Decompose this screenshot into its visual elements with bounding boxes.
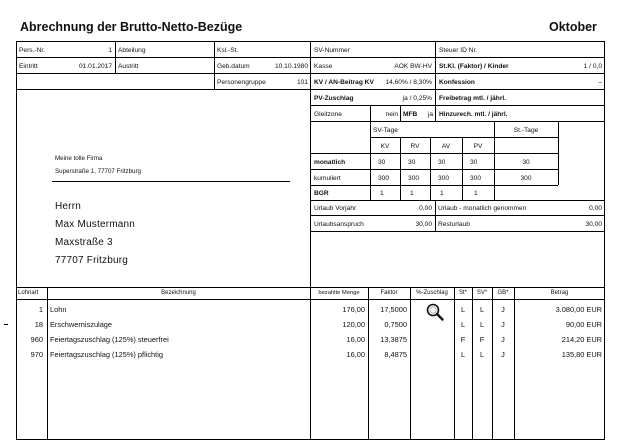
table-row-betrag: 3.080,00 EUR — [555, 305, 602, 314]
table-row-sv: L — [479, 350, 485, 359]
mfb-value: ja — [427, 111, 433, 118]
col-lohnart: Lohnart — [18, 290, 39, 296]
monatlich-pv: 30 — [470, 159, 478, 166]
konfession-value: – — [598, 79, 602, 86]
kst-label: Ksl.-St. — [217, 47, 239, 54]
col-menge: bezahlte Menge — [318, 290, 360, 296]
stkl-value: 1 / 0,0 — [583, 63, 602, 70]
table-row-bezeichnung: Erschwerniszulage — [50, 320, 113, 329]
sender-name: Meine tolle Firma — [55, 155, 103, 162]
col-betrag: Betrag — [550, 290, 569, 296]
urlaub-genommen-value: 0,00 — [589, 205, 602, 212]
urlaub-genommen-label: Urlaub - monatlich genommen — [438, 205, 527, 212]
eintritt-label: Eintritt — [19, 63, 38, 70]
bgr-label: BGR — [314, 190, 329, 197]
table-row-st: L — [460, 320, 466, 329]
table-row-menge: 16,00 — [346, 350, 365, 359]
sv-col-av: AV — [441, 143, 451, 150]
gleitzone-value: nein — [385, 111, 398, 118]
kv-value: 14,60% / 8,30% — [385, 79, 432, 86]
document-title: Abrechnung der Brutto-Netto-Bezüge — [20, 20, 243, 34]
table-row-st: F — [460, 335, 466, 344]
personengruppe-value: 101 — [296, 79, 308, 86]
table-row-bezeichnung: Feiertagszuschlag (125%) steuerfrei — [50, 335, 169, 344]
col-bezeichnung: Bezeichnung — [161, 290, 196, 296]
bgr-kv: 1 — [380, 190, 384, 197]
table-row-bezeichnung: Feiertagszuschlag (125%) pflichtig — [50, 350, 163, 359]
table-row-gb: J — [501, 335, 505, 344]
bgr-rv: 1 — [410, 190, 414, 197]
kumuliert-pv: 300 — [470, 175, 482, 182]
kasse-label: Kasse — [314, 63, 333, 70]
table-row-st: L — [460, 305, 466, 314]
personengruppe-label: Personengruppe — [217, 79, 266, 86]
sv-col-kv: KV — [380, 143, 390, 150]
geb-value: 10.10.1980 — [274, 63, 308, 70]
table-row-lohnart: 970 — [30, 350, 43, 359]
table-row-faktor: 8,4875 — [384, 350, 407, 359]
recipient-city: 77707 Fritzburg — [55, 255, 129, 266]
table-row-sv: L — [479, 320, 485, 329]
monatlich-label: monatlich — [314, 159, 346, 166]
recipient-salutation: Herrn — [55, 201, 82, 212]
table-row-lohnart: 18 — [34, 320, 43, 329]
col-gb: GB* — [497, 290, 509, 296]
kv-label: KV / AN-Beitrag KV — [314, 79, 374, 86]
sv-col-pv: PV — [473, 143, 483, 150]
table-row-menge: 120,00 — [342, 320, 365, 329]
kumuliert-kv: 300 — [378, 175, 390, 182]
table-row-gb: J — [501, 350, 505, 359]
table-row-menge: 16,00 — [346, 335, 365, 344]
table-row-lohnart: 960 — [30, 335, 43, 344]
table-row-betrag: 135,80 EUR — [561, 350, 602, 359]
resturlaub-value: 30,00 — [585, 221, 602, 228]
table-row-faktor: 17,5000 — [380, 305, 407, 314]
sv-nummer-label: SV-Nummer — [314, 47, 350, 54]
austritt-label: Austritt — [118, 63, 139, 70]
table-row-sv: L — [479, 305, 485, 314]
konfession-label: Konfession — [439, 79, 475, 86]
hinzurech-label: Hinzurech. mtl. / jährl. — [439, 111, 508, 118]
col-zuschlag: %-Zuschlag — [416, 290, 448, 296]
mfb-label: MFB — [403, 111, 418, 118]
kumuliert-rv: 300 — [408, 175, 420, 182]
recipient-name: Max Mustermann — [55, 219, 136, 230]
kumuliert-av: 300 — [438, 175, 450, 182]
kumuliert-st: 300 — [520, 175, 532, 182]
table-row-gb: J — [501, 305, 505, 314]
table-row-sv: F — [479, 335, 485, 344]
kumuliert-label: kumuliert — [314, 175, 341, 182]
col-sv: SV* — [476, 290, 488, 296]
table-row-gb: J — [501, 320, 505, 329]
bgr-av: 1 — [440, 190, 444, 197]
monatlich-st: 30 — [522, 159, 530, 166]
urlaub-vorjahr-label: Urlaub Vorjahr — [314, 205, 357, 212]
margin-mark — [4, 324, 8, 325]
table-row-betrag: 90,00 EUR — [565, 320, 602, 329]
kasse-value: AOK BW-HV — [394, 63, 432, 70]
gleitzone-label: Gleitzone — [314, 111, 342, 118]
st-tage-label: St.-Tage — [513, 127, 539, 134]
table-row-menge: 176,00 — [342, 305, 365, 314]
pers-nr-value: 1 — [108, 47, 112, 54]
monatlich-kv: 30 — [378, 159, 386, 166]
table-row-lohnart: 1 — [38, 305, 43, 314]
sender-street: Superstraße 1, 77707 Fritzburg — [55, 168, 141, 175]
magnifier-icon[interactable] — [425, 302, 445, 322]
recipient-street: Maxstraße 3 — [55, 237, 113, 248]
monatlich-av: 30 — [438, 159, 446, 166]
sv-tage-label: SV-Tage — [373, 127, 398, 134]
urlaubsanspruch-label: Urlaubsanspruch — [314, 221, 364, 228]
sv-col-rv: RV — [410, 143, 420, 150]
table-row-betrag: 214,20 EUR — [561, 335, 602, 344]
freibetrag-label: Freibetrag mtl. / jährl. — [439, 95, 507, 102]
col-st: St* — [458, 290, 467, 296]
eintritt-value: 01.01.2017 — [78, 63, 112, 70]
table-row-faktor: 0,7500 — [384, 320, 407, 329]
table-row-bezeichnung: Lohn — [50, 305, 67, 314]
pv-value: ja / 0,25% — [402, 95, 432, 102]
urlaubsanspruch-value: 30,00 — [415, 221, 432, 228]
steuer-id-label: Steuer ID Nr. — [439, 47, 478, 54]
table-row-st: L — [460, 350, 466, 359]
monatlich-rv: 30 — [408, 159, 416, 166]
urlaub-vorjahr-value: 0,00 — [419, 205, 432, 212]
bgr-pv: 1 — [474, 190, 478, 197]
resturlaub-label: Resturlaub — [438, 221, 470, 228]
table-row-faktor: 13,3875 — [380, 335, 407, 344]
pers-nr-label: Pers.-Nr. — [19, 47, 46, 54]
abteilung-label: Abteilung — [118, 47, 146, 54]
geb-label: Geb.datum — [217, 63, 250, 70]
pv-label: PV-Zuschlag — [314, 95, 354, 102]
month-label: Oktober — [549, 20, 597, 34]
stkl-label: St.Kl. (Faktor) / Kinder — [439, 63, 509, 70]
col-faktor: Faktor — [380, 290, 398, 296]
